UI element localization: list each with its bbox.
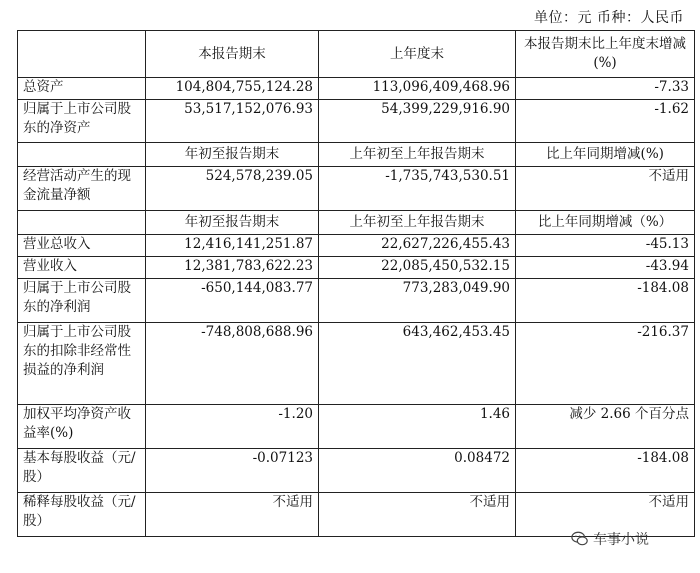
change-value: 不适用 (516, 493, 695, 537)
row-label: 总资产 (18, 78, 146, 100)
previous-value: -1,735,743,530.51 (319, 167, 516, 211)
previous-value: 22,627,226,455.43 (319, 235, 516, 257)
row-label: 营业收入 (18, 257, 146, 279)
table-row (18, 323, 695, 405)
header-empty-cell (18, 31, 146, 78)
change-value: -184.08 (516, 449, 695, 493)
table-row (18, 167, 695, 211)
current-value: 53,517,152,076.93 (146, 100, 319, 143)
unit-currency-note: 单位：元 币种：人民币 (534, 10, 684, 26)
previous-value: 643,462,453.45 (319, 323, 516, 405)
header-cell: 年初至报告期末 (146, 211, 319, 235)
header-cell: 比上年同期增减(%) (516, 143, 695, 167)
change-value: -45.13 (516, 235, 695, 257)
table-row (18, 78, 695, 100)
header-cell: 本报告期末 (146, 31, 319, 78)
change-value: 减少 2.66 个百分点 (516, 405, 695, 449)
table-row (18, 405, 695, 449)
table-row (18, 449, 695, 493)
financial-summary-table (17, 30, 695, 537)
previous-value: 22,085,450,532.15 (319, 257, 516, 279)
wechat-watermark (571, 529, 649, 549)
header-empty-cell (18, 211, 146, 235)
previous-value: 113,096,409,468.96 (319, 78, 516, 100)
change-value: -216.37 (516, 323, 695, 405)
header-cell: 上年初至上年报告期末 (319, 211, 516, 235)
row-label: 经营活动产生的现金流量净额 (18, 167, 146, 211)
current-value: 不适用 (146, 493, 319, 537)
previous-value: 不适用 (319, 493, 516, 537)
current-value: -650,144,083.77 (146, 279, 319, 323)
watermark-text: 车事小说 (593, 532, 649, 548)
previous-value: 0.08472 (319, 449, 516, 493)
row-label: 归属于上市公司股东的净资产 (18, 100, 146, 143)
header-cell: 年初至报告期末 (146, 143, 319, 167)
previous-value: 54,399,229,916.90 (319, 100, 516, 143)
table-row (18, 100, 695, 143)
previous-value: 1.46 (319, 405, 516, 449)
header-row-ytd-cash (18, 143, 695, 167)
header-cell: 本报告期末比上年度末增减(%) (516, 31, 695, 78)
header-cell: 上年初至上年报告期末 (319, 143, 516, 167)
current-value: 12,416,141,251.87 (146, 235, 319, 257)
change-value: 不适用 (516, 167, 695, 211)
row-label: 营业总收入 (18, 235, 146, 257)
table-row (18, 279, 695, 323)
change-value: -184.08 (516, 279, 695, 323)
row-label: 归属于上市公司股东的净利润 (18, 279, 146, 323)
current-value: -1.20 (146, 405, 319, 449)
wechat-icon (571, 530, 589, 548)
current-value: 524,578,239.05 (146, 167, 319, 211)
current-value: -748,808,688.96 (146, 323, 319, 405)
header-empty-cell (18, 143, 146, 167)
row-label: 归属于上市公司股东的扣除非经常性损益的净利润 (18, 323, 146, 405)
header-row-period (18, 31, 695, 78)
header-cell: 上年度末 (319, 31, 516, 78)
previous-value: 773,283,049.90 (319, 279, 516, 323)
row-label: 稀释每股收益（元/股） (18, 493, 146, 537)
row-label: 加权平均净资产收益率(%) (18, 405, 146, 449)
change-value: -7.33 (516, 78, 695, 100)
table-row (18, 257, 695, 279)
table-row (18, 235, 695, 257)
header-row-ytd-income (18, 211, 695, 235)
change-value: -1.62 (516, 100, 695, 143)
current-value: 104,804,755,124.28 (146, 78, 319, 100)
current-value: -0.07123 (146, 449, 319, 493)
header-cell: 比上年同期增减（%） (516, 211, 695, 235)
row-label: 基本每股收益（元/股） (18, 449, 146, 493)
change-value: -43.94 (516, 257, 695, 279)
current-value: 12,381,783,622.23 (146, 257, 319, 279)
